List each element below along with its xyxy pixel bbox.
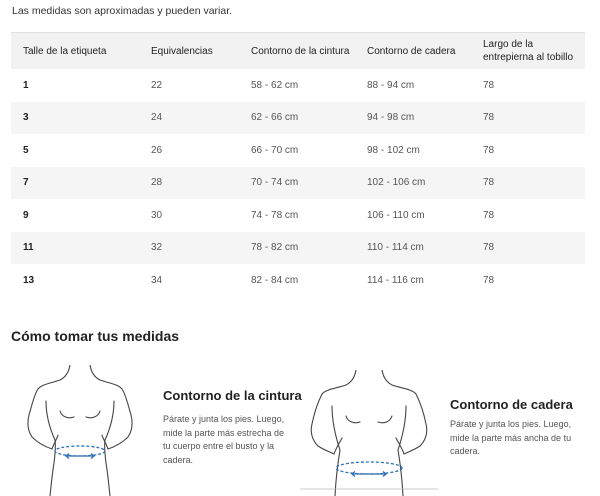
cell-size: 5 — [23, 144, 29, 156]
cell-waist: 58 - 62 cm — [251, 79, 299, 91]
cell-size: 3 — [11, 102, 139, 135]
cell-inseam: 78 — [471, 167, 585, 200]
size-chart-table — [11, 32, 585, 297]
cell-hip: 88 - 94 cm — [367, 79, 415, 91]
cell-waist: 78 - 82 cm — [239, 232, 355, 265]
cell-waist: 66 - 70 cm — [251, 144, 299, 156]
waist-instructions: Párate y junta los pies. Luego, mide la parte más estrecha de tu cuerpo entre el busto y la cadera. — [163, 414, 285, 465]
table-row — [11, 199, 585, 232]
cell-inseam: 78 — [471, 232, 585, 265]
cell-size: 9 — [23, 209, 29, 221]
cell-hip: 106 - 110 cm — [367, 209, 425, 221]
cell-hip: 102 - 106 cm — [355, 167, 471, 200]
table-row — [11, 102, 585, 135]
hip-instructions: Párate y junta los pies. Luego, mide la parte más ancha de tu cadera. — [450, 419, 572, 456]
table-row — [11, 264, 585, 297]
cell-equivalence: 26 — [151, 144, 163, 156]
cell-equivalence: 24 — [139, 102, 239, 135]
cell-size: 1 — [23, 79, 29, 91]
cell-inseam: 78 — [483, 274, 495, 286]
cell-equivalence: 32 — [139, 232, 239, 265]
cell-waist: 62 - 66 cm — [239, 102, 355, 135]
header-waist: Contorno de la cintura — [239, 33, 355, 70]
cell-size: 11 — [11, 232, 139, 265]
cell-hip: 114 - 116 cm — [367, 274, 424, 286]
cell-inseam: 78 — [471, 102, 585, 135]
header-hip: Contorno de cadera — [355, 33, 471, 70]
cell-size: 13 — [23, 274, 35, 286]
cell-hip: 110 - 114 cm — [355, 232, 471, 265]
table-row — [11, 232, 585, 265]
cell-hip: 98 - 102 cm — [367, 144, 420, 156]
cell-waist: 82 - 84 cm — [251, 274, 299, 286]
cell-inseam: 78 — [483, 79, 495, 91]
disclaimer-note: Las medidas son aproximadas y pueden variar. — [12, 5, 233, 17]
cell-equivalence: 34 — [151, 274, 163, 286]
table-row — [11, 69, 585, 102]
header-size-label: Talle de la etiqueta — [11, 33, 139, 70]
cell-equivalence: 22 — [151, 79, 163, 91]
cell-inseam: 78 — [483, 144, 495, 156]
how-to-measure-title: Cómo tomar tus medidas — [11, 328, 180, 344]
cell-equivalence: 28 — [139, 167, 239, 200]
hip-measure-illustration — [300, 370, 438, 496]
hip-title: Contorno de cadera — [450, 397, 573, 412]
cell-equivalence: 30 — [151, 209, 163, 221]
waist-measure-illustration — [24, 365, 136, 496]
cell-waist: 74 - 78 cm — [251, 209, 299, 221]
cell-inseam: 78 — [483, 209, 495, 221]
header-equivalence: Equivalencias — [139, 33, 239, 70]
waist-title: Contorno de la cintura — [163, 388, 302, 403]
cell-size: 7 — [11, 167, 139, 200]
cell-hip: 94 - 98 cm — [355, 102, 471, 135]
table-row — [11, 134, 585, 167]
header-inseam: Largo de la entrepierna al tobillo — [471, 33, 585, 70]
table-row — [11, 167, 585, 200]
table-header-row — [11, 33, 585, 70]
cell-waist: 70 - 74 cm — [239, 167, 355, 200]
